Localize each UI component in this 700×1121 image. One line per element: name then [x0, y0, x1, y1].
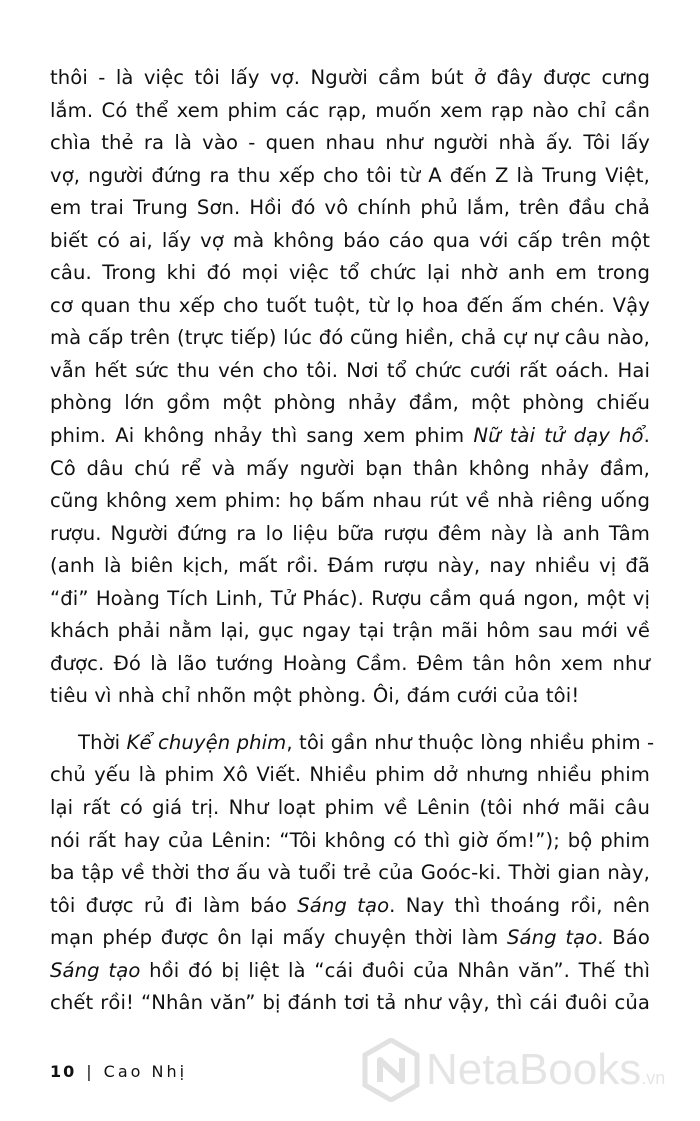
text-line: [50, 890, 650, 923]
text-line: (anh là biên kịch, mất rồi. Đám rượu này, nay nhiều vị đã: [50, 554, 650, 578]
text-line: phòng lớn gồm một phòng nhảy đầm, một phòng chiếu: [50, 391, 650, 415]
netabooks-watermark: [362, 1030, 692, 1110]
text-line: Cô dâu chú rể và mấy người bạn thân không nhảy đầm,: [50, 456, 650, 480]
text-line: vợ, người đứng ra thu xếp cho tôi từ A đến Z là Trung Việt,: [50, 163, 650, 187]
text-segment: tôi được rủ đi làm báo: [50, 893, 298, 917]
text-line: rượu. Người đứng ra lo liệu bữa rượu đêm này là anh Tâm: [50, 521, 650, 545]
text-line: chủ yếu là phim Xô Viết. Nhiều phim dở nhưng nhiều phim: [50, 763, 650, 787]
text-segment: , tôi gần như thuộc lòng nhiều phim -: [286, 730, 655, 754]
page-body-text: [50, 62, 655, 1020]
text-line: khách phải nằm lại, gục ngay tại trận mãi hôm sau mới về: [50, 619, 650, 643]
publication-title: Sáng tạo: [507, 926, 598, 950]
text-line: [50, 955, 650, 988]
text-line: biết có ai, lấy vợ mà không báo cáo qua với cấp trên một: [50, 228, 650, 252]
watermark-brand: NetaBooks.vn: [426, 1045, 666, 1094]
text-segment: mạn phép được ôn lại mấy chuyện thời làm: [50, 926, 507, 950]
page-number: 10: [50, 1062, 77, 1081]
author-name: Cao Nhị: [103, 1062, 188, 1081]
footer-separator: |: [86, 1062, 94, 1081]
text-segment: . Nay thì thoáng rồi, nên: [389, 893, 650, 917]
text-line: vẫn hết sức thu vén cho tôi. Nơi tổ chức cưới rất oách. Hai: [50, 358, 650, 382]
text-line: em trai Trung Sơn. Hồi đó vô chính phủ lắm, trên đầu chả: [50, 196, 650, 220]
text-segment: Thời: [78, 730, 127, 754]
text-line: ba tập về thời thơ ấu và tuổi trẻ của Goóc-ki. Thời gian này,: [50, 861, 650, 885]
text-segment: .: [643, 424, 650, 448]
text-line: chết rồi! “Nhân văn” bị đánh tơi tả như vậy, thì cái đuôi của: [50, 991, 650, 1015]
film-title: Nữ tài tử dạy hổ: [473, 424, 644, 448]
publication-title: Sáng tạo: [50, 958, 141, 982]
text-line: [50, 420, 650, 453]
text-line: thôi - là việc tôi lấy vợ. Người cầm bút ở đây được cưng: [50, 66, 650, 89]
publication-title: Kể chuyện phim: [126, 730, 287, 754]
publication-title: Sáng tạo: [297, 893, 390, 917]
netabooks-logo-icon: [362, 1038, 420, 1102]
page-footer: [50, 1062, 187, 1081]
text-line: [50, 727, 655, 760]
text-line: cơ quan thu xếp cho tuốt tuột, từ lọ hoa đến ấm chén. Vậy: [50, 293, 650, 317]
text-line: [50, 922, 650, 955]
text-line: lắm. Có thể xem phim các rạp, muốn xem rạp nào chỉ cần: [50, 98, 650, 122]
text-segment: hồi đó bị liệt là “cái đuôi của Nhân văn”. Thế thì: [140, 958, 650, 982]
text-line: mà cấp trên (trực tiếp) lúc đó cũng hiền, chả cự nự câu nào,: [50, 326, 650, 350]
text-line: nói rất hay của Lênin: “Tôi không có thì giờ ốm!”); bộ phim: [50, 828, 650, 852]
text-line: được. Đó là lão tướng Hoàng Cầm. Đêm tân hôn xem như: [50, 651, 650, 675]
text-line: lại rất có giá trị. Như loạt phim về Lênin (tôi nhớ mãi câu: [50, 796, 650, 820]
text-line: cũng không xem phim: họ bấm nhau rút về nhà riêng uống: [50, 489, 650, 513]
text-line: tiêu vì nhà chỉ nhõn một phòng. Ôi, đám cưới của tôi!: [50, 684, 580, 708]
text-line: câu. Trong khi đó mọi việc tổ chức lại nhờ anh em trong: [50, 261, 650, 285]
paragraph-gap: [50, 713, 650, 727]
text-line: “đi” Hoàng Tích Linh, Tử Phác). Rượu cầm quá ngon, một vị: [50, 586, 650, 610]
text-line: chìa thẻ ra là vào - quen nhau như người nhà ấy. Tôi lấy: [50, 131, 650, 155]
text-segment: . Báo: [597, 926, 650, 950]
text-segment: phim. Ai không nhảy thì sang xem phim: [50, 424, 474, 448]
